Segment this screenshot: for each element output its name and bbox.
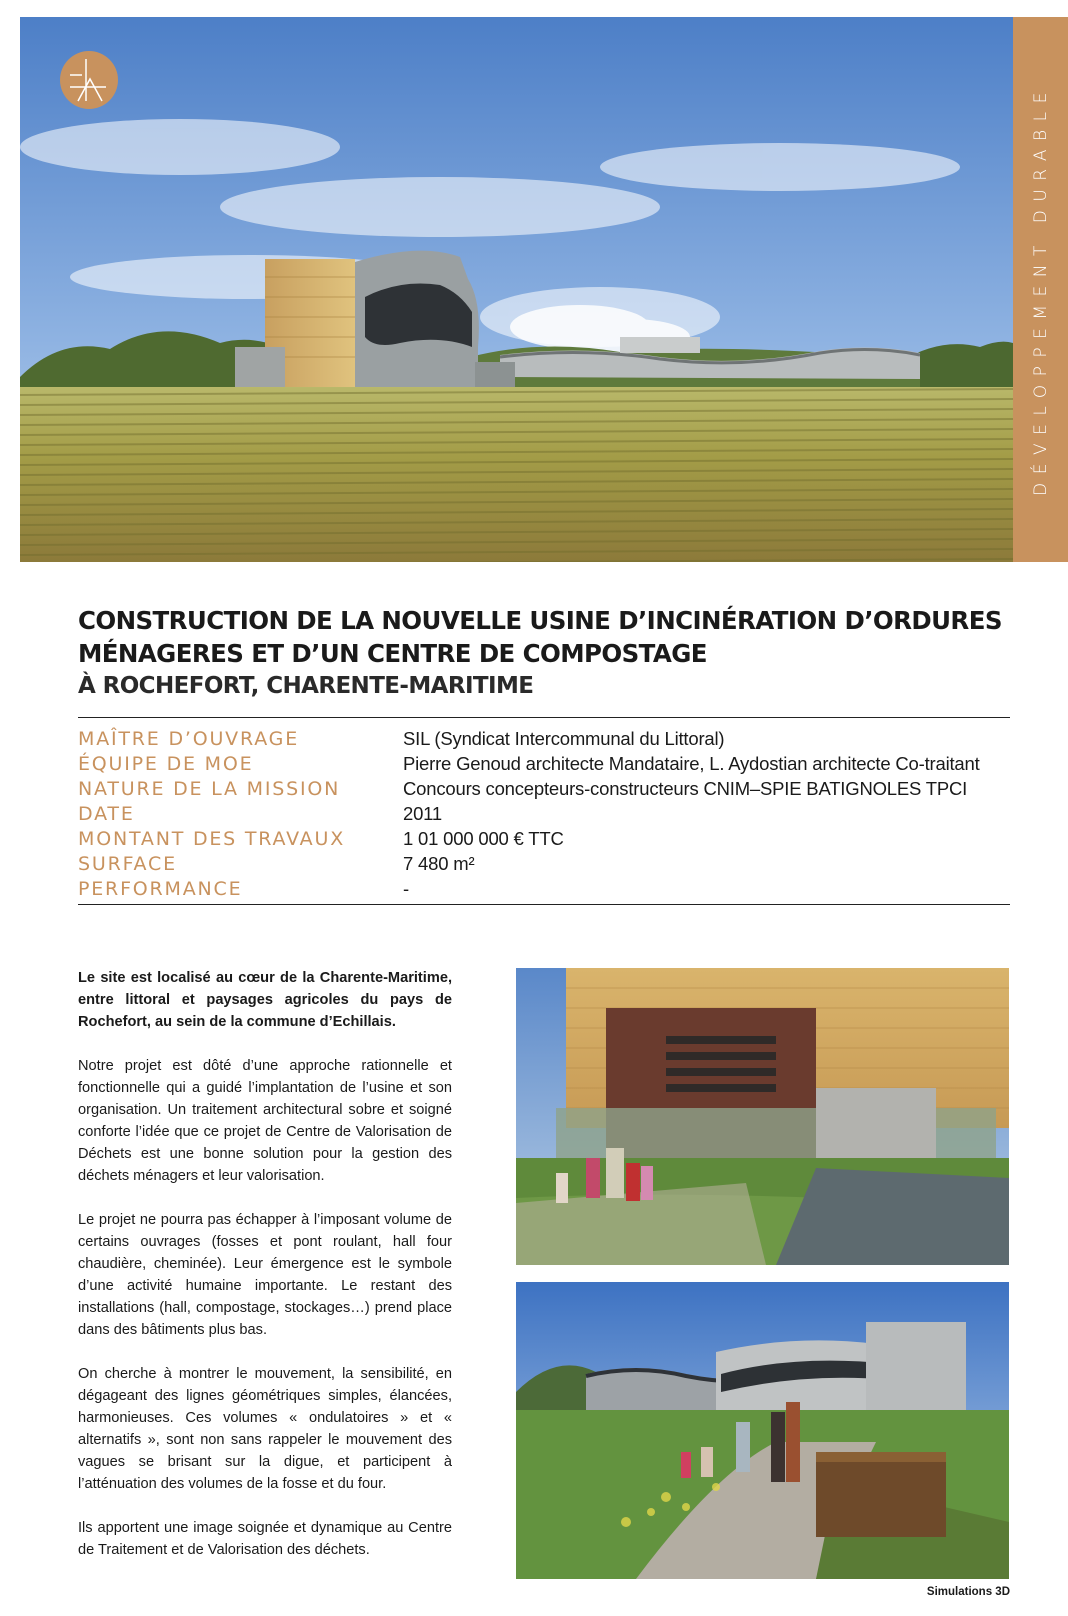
fact-row-budget bbox=[78, 826, 1010, 851]
fact-value: SIL (Syndicat Intercommunal du Littoral) bbox=[403, 727, 725, 749]
body-paragraph: Le projet ne pourra pas échapper à l’imposant volume de certains ouvrages (fosses et pont roulant, hall four chaudière, cheminée). Leur émergence est le symbole d’une activité humaine importante. Le restant des installations (hall, compostage, stockages…) prend place dans des bâtiments plus bas. bbox=[78, 1212, 452, 1338]
fact-row-team bbox=[78, 751, 1010, 776]
fact-value: Pierre Genoud architecte Mandataire, L. Aydostian architecte Co-traitant bbox=[403, 752, 980, 774]
fact-value: 2011 bbox=[403, 802, 442, 824]
project-facts-table bbox=[78, 717, 1010, 905]
category-sidebar bbox=[1013, 17, 1068, 562]
project-title: CONSTRUCTION DE LA NOUVELLE USINE D’INCINÉRATION D’ORDURES MÉNAGERES ET D’UN CENTRE DE COMPOSTAGE bbox=[78, 606, 1002, 668]
fact-label: MAÎTRE D’OUVRAGE bbox=[78, 727, 299, 750]
fact-label: PERFORMANCE bbox=[78, 877, 243, 900]
fact-label: SURFACE bbox=[78, 852, 177, 875]
fact-row-surface bbox=[78, 851, 1010, 876]
architecture-logo bbox=[60, 51, 118, 109]
fact-label: DATE bbox=[78, 802, 135, 825]
body-paragraph: Ils apportent une image soignée et dynamique au Centre de Traitement et de Valorisation des déchets. bbox=[78, 1520, 452, 1558]
render-image-front bbox=[516, 968, 1009, 1265]
fact-value: - bbox=[403, 877, 409, 899]
image-caption: Simulations 3D bbox=[926, 1586, 1010, 1598]
fact-value: Concours concepteurs-constructeurs CNIM–SPIE BATIGNOLES TPCI bbox=[403, 777, 968, 799]
fact-label: NATURE DE LA MISSION bbox=[78, 777, 341, 800]
body-paragraph: On cherche à montrer le mouvement, la sensibilité, en dégageant des lignes géométriques simples, élancées, harmonieuses. Ces volumes « ondulatoires » et « alternatifs », sont non sans rappeler le mouvement des vagues se brisant sur la digue, et participent à l’atténuation des volumes de la fosse et du four. bbox=[78, 1366, 452, 1492]
category-label: DÉVELOPPEMENT DURABLE bbox=[1030, 83, 1051, 496]
fact-value: 1 01 000 000 € TTC bbox=[403, 827, 564, 849]
body-text-column bbox=[78, 967, 452, 1583]
fact-label: ÉQUIPE DE MOE bbox=[78, 752, 254, 775]
fact-label: MONTANT DES TRAVAUX bbox=[78, 827, 346, 850]
body-paragraph: Notre projet est dôté d’une approche rationnelle et fonctionnelle qui a guidé l’implantation de l’usine et son organisation. Un traitement architectural sobre et soigné conforte l’idée que ce projet de Centre de Valorisation de Déchets est une bonne solution pour la gestion des déchets ménagers et leur valorisation. bbox=[78, 1058, 452, 1184]
fact-row-client bbox=[78, 726, 1010, 751]
fact-value: 7 480 m² bbox=[403, 852, 475, 874]
hero-image bbox=[20, 17, 1013, 562]
fact-row-performance bbox=[78, 876, 1010, 901]
fact-row-date bbox=[78, 801, 1010, 826]
render-image-garden bbox=[516, 1282, 1009, 1579]
project-location: À ROCHEFORT, CHARENTE-MARITIME bbox=[78, 673, 534, 699]
lead-paragraph: Le site est localisé au cœur de la Charente-Maritime, entre littoral et paysages agricoles du pays de Rochefort, au sein de la commune d’Echillais. bbox=[78, 970, 452, 1030]
fact-row-mission bbox=[78, 776, 1010, 801]
